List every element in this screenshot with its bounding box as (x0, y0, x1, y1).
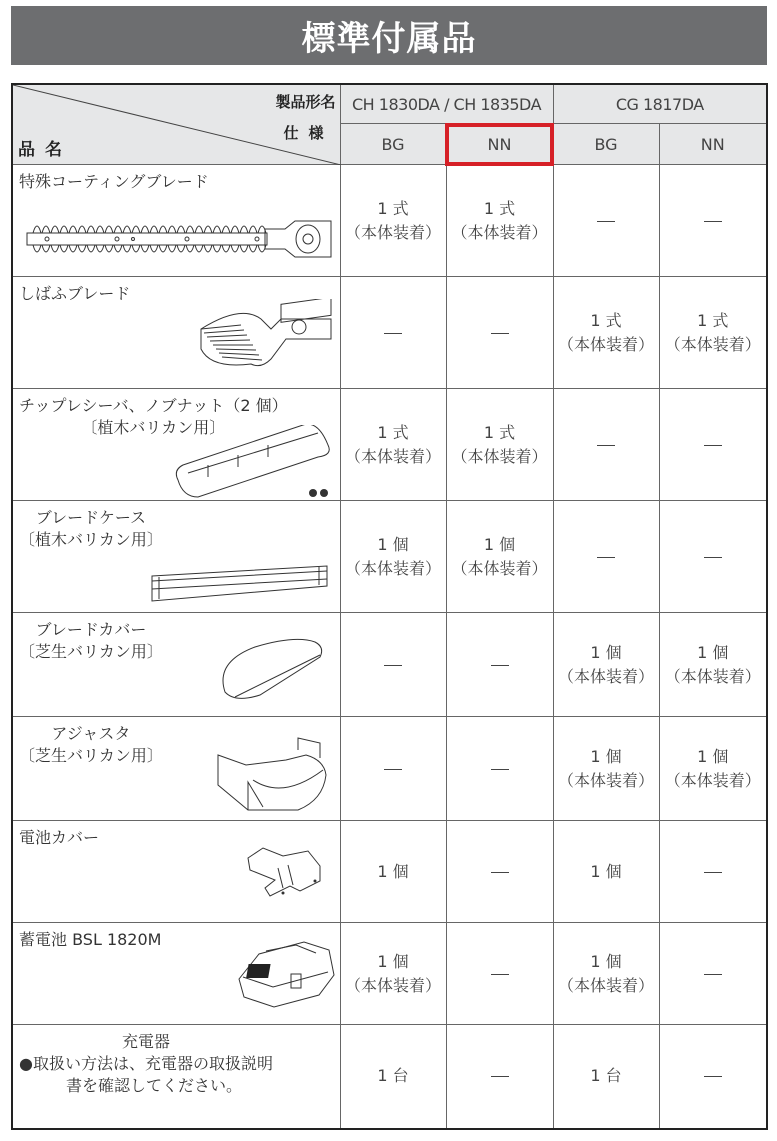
spec-header-ch-bg: BG (340, 124, 446, 165)
corner-spec-label: 仕様 (283, 124, 334, 142)
note-text: （本体装着） (451, 558, 548, 578)
dash-mark (491, 1076, 509, 1077)
note-text: （本体装着） (344, 558, 441, 578)
spec-header-cg-bg: BG (553, 124, 659, 165)
item-name-cell (12, 717, 340, 821)
item-name-line: ブレードケース (35, 508, 147, 527)
not-included-dash (660, 545, 767, 569)
item-name (19, 1031, 273, 1097)
quantity-text: 1 式 (483, 198, 516, 218)
battery-icon (231, 939, 341, 1013)
value-cell-cg-bg (553, 821, 659, 923)
table-row (12, 923, 767, 1025)
chip-receiver-icon (173, 425, 343, 504)
value-cell-cg-bg (553, 277, 659, 389)
value-cell-ch-nn (446, 501, 553, 613)
value-cell-cg-bg (553, 717, 659, 821)
item-name-cell (12, 501, 340, 613)
item-name-cell (12, 821, 340, 923)
value-cell-cg-nn (659, 613, 767, 717)
table-row (12, 717, 767, 821)
adjuster-icon (213, 735, 333, 824)
quantity-text: 1 個 (590, 642, 622, 662)
table-row (12, 821, 767, 923)
note-text: （本体装着） (451, 446, 548, 466)
note-text: （本体装着） (558, 334, 655, 354)
not-included-dash (660, 962, 767, 986)
item-name-line: アジャスタ (51, 724, 131, 743)
table-row (12, 165, 767, 277)
value-cell-ch-bg (340, 923, 446, 1025)
not-included-dash (554, 433, 659, 457)
item-name-cell (12, 923, 340, 1025)
spec-header-cg-nn: NN (659, 124, 767, 165)
not-included-dash (660, 1064, 767, 1088)
value-cell-ch-bg (340, 717, 446, 821)
hedge-blade-icon (25, 209, 335, 273)
value-cell-cg-bg (553, 501, 659, 613)
item-name-cell (12, 613, 340, 717)
value-cell-ch-bg (340, 501, 446, 613)
dash-mark (491, 665, 509, 666)
dash-mark (491, 333, 509, 334)
dash-mark (384, 665, 402, 666)
value-cell-cg-bg (553, 923, 659, 1025)
note-text: （本体装着） (664, 770, 761, 790)
not-included-dash (447, 653, 553, 677)
item-name (19, 171, 209, 193)
dash-mark (704, 1076, 722, 1077)
not-included-dash (447, 860, 553, 884)
value-cell-cg-nn (659, 277, 767, 389)
item-name-line: 書を確認してください。 (49, 1076, 242, 1095)
dash-mark (704, 557, 722, 558)
item-name-cell (12, 277, 340, 389)
quantity-text: 1 個 (377, 534, 409, 554)
note-text: （本体装着） (664, 334, 761, 354)
value-cell-ch-bg (340, 1025, 446, 1129)
value-cell-ch-nn (446, 165, 553, 277)
quantity-text: 1 式 (697, 310, 729, 330)
grass-blade-icon (191, 299, 341, 378)
not-included-dash (341, 757, 446, 781)
note-text: （本体装着） (344, 222, 441, 242)
dash-mark (491, 872, 509, 873)
not-included-dash (447, 1064, 553, 1088)
battery-cover-icon (243, 843, 323, 907)
value-cell-ch-bg (340, 277, 446, 389)
quantity-text: 1 個 (697, 642, 729, 662)
item-name-line: 充電器 (121, 1032, 170, 1051)
item-name-line: 〔芝生バリカン用〕 (19, 642, 163, 661)
value-cell-ch-nn (446, 717, 553, 821)
dash-mark (384, 769, 402, 770)
item-name (19, 283, 130, 305)
quantity-text: 1 台 (590, 1066, 622, 1086)
model-header-ch: CH 1830DA / CH 1835DA (340, 84, 553, 124)
value-cell-ch-nn (446, 389, 553, 501)
note-text: （本体装着） (558, 666, 655, 686)
not-included-dash (554, 545, 659, 569)
not-included-dash (447, 962, 553, 986)
value-cell-ch-bg (340, 165, 446, 277)
dash-mark (491, 769, 509, 770)
quantity-text: 1 台 (377, 1066, 409, 1086)
value-cell-cg-nn (659, 717, 767, 821)
accessories-table (11, 83, 768, 1130)
value-cell-ch-nn (446, 1025, 553, 1129)
value-cell-ch-bg (340, 613, 446, 717)
quantity-text: 1 個 (697, 746, 729, 766)
note-text: （本体装着） (344, 975, 441, 995)
quantity-text: 1 個 (590, 861, 622, 881)
value-cell-ch-nn (446, 923, 553, 1025)
note-text: （本体装着） (344, 446, 441, 466)
note-text: （本体装着） (664, 666, 761, 686)
not-included-dash (447, 757, 553, 781)
quantity-text: 1 個 (590, 951, 622, 971)
page-title: 標準付属品 (301, 19, 477, 59)
item-name (19, 507, 163, 551)
table-row (12, 613, 767, 717)
quantity-text: 1 個 (377, 951, 409, 971)
quantity-text: 1 式 (377, 198, 409, 218)
dash-mark (384, 333, 402, 334)
item-name-line: チップレシーバ、ノブナット（2 個） (19, 396, 288, 415)
corner-model-label: 製品形名 (275, 93, 336, 111)
model-header-cg: CG 1817DA (553, 84, 767, 124)
dash-mark (491, 974, 509, 975)
dash-mark (597, 221, 615, 222)
not-included-dash (447, 321, 553, 345)
note-text: （本体装着） (558, 770, 655, 790)
value-cell-ch-nn (446, 613, 553, 717)
item-name-line: 特殊コーティングブレード (19, 172, 209, 191)
dash-mark (704, 221, 722, 222)
item-name-line: しばふブレード (19, 284, 131, 303)
item-name-cell (12, 1025, 340, 1129)
not-included-dash (660, 860, 767, 884)
blade-case-icon (147, 561, 337, 610)
item-name-cell (12, 389, 340, 501)
dash-mark (704, 872, 722, 873)
item-name-line: 〔植木バリカン用〕 (81, 418, 226, 437)
not-included-dash (554, 209, 659, 233)
value-cell-ch-bg (340, 821, 446, 923)
table-row (12, 277, 767, 389)
blade-cover-icon (217, 637, 327, 711)
table-row (12, 1025, 767, 1129)
item-name (19, 827, 99, 849)
spec-header-ch-nn-highlighted: NN (446, 124, 553, 165)
not-included-dash (660, 433, 767, 457)
value-cell-ch-nn (446, 821, 553, 923)
dash-mark (704, 445, 722, 446)
dash-mark (597, 557, 615, 558)
value-cell-cg-nn (659, 1025, 767, 1129)
value-cell-cg-bg (553, 613, 659, 717)
corner-item-label: 品名 (18, 140, 72, 160)
item-name-line: 〔植木バリカン用〕 (19, 530, 163, 549)
item-name-line: 蓄電池 BSL 1820M (19, 930, 162, 949)
item-name-cell (12, 165, 340, 277)
quantity-text: 1 式 (483, 422, 516, 442)
note-text: （本体装着） (451, 222, 548, 242)
quantity-text: 1 個 (590, 746, 622, 766)
dash-mark (704, 974, 722, 975)
value-cell-cg-nn (659, 821, 767, 923)
quantity-text: 1 個 (483, 534, 516, 554)
item-name-line: ブレードカバー (35, 620, 147, 639)
value-cell-cg-nn (659, 389, 767, 501)
value-cell-ch-bg (340, 389, 446, 501)
value-cell-cg-nn (659, 923, 767, 1025)
dash-mark (597, 445, 615, 446)
quantity-text: 1 式 (590, 310, 622, 330)
value-cell-cg-bg (553, 389, 659, 501)
item-name-line: 〔芝生バリカン用〕 (19, 746, 163, 765)
not-included-dash (341, 321, 446, 345)
page-title-bar (11, 6, 767, 65)
not-included-dash (660, 209, 767, 233)
item-name (19, 619, 163, 663)
item-name-line: 電池カバー (19, 828, 100, 847)
value-cell-cg-nn (659, 501, 767, 613)
value-cell-cg-bg (553, 1025, 659, 1129)
table-row (12, 501, 767, 613)
item-name-line: ●取扱い方法は、充電器の取扱説明 (19, 1054, 273, 1073)
value-cell-cg-nn (659, 165, 767, 277)
table-row (12, 389, 767, 501)
note-text: （本体装着） (558, 975, 655, 995)
value-cell-ch-nn (446, 277, 553, 389)
item-name (19, 723, 163, 767)
header-corner-cell (12, 84, 340, 165)
item-name (19, 929, 161, 951)
quantity-text: 1 式 (377, 422, 409, 442)
value-cell-cg-bg (553, 165, 659, 277)
quantity-text: 1 個 (377, 861, 409, 881)
not-included-dash (341, 653, 446, 677)
